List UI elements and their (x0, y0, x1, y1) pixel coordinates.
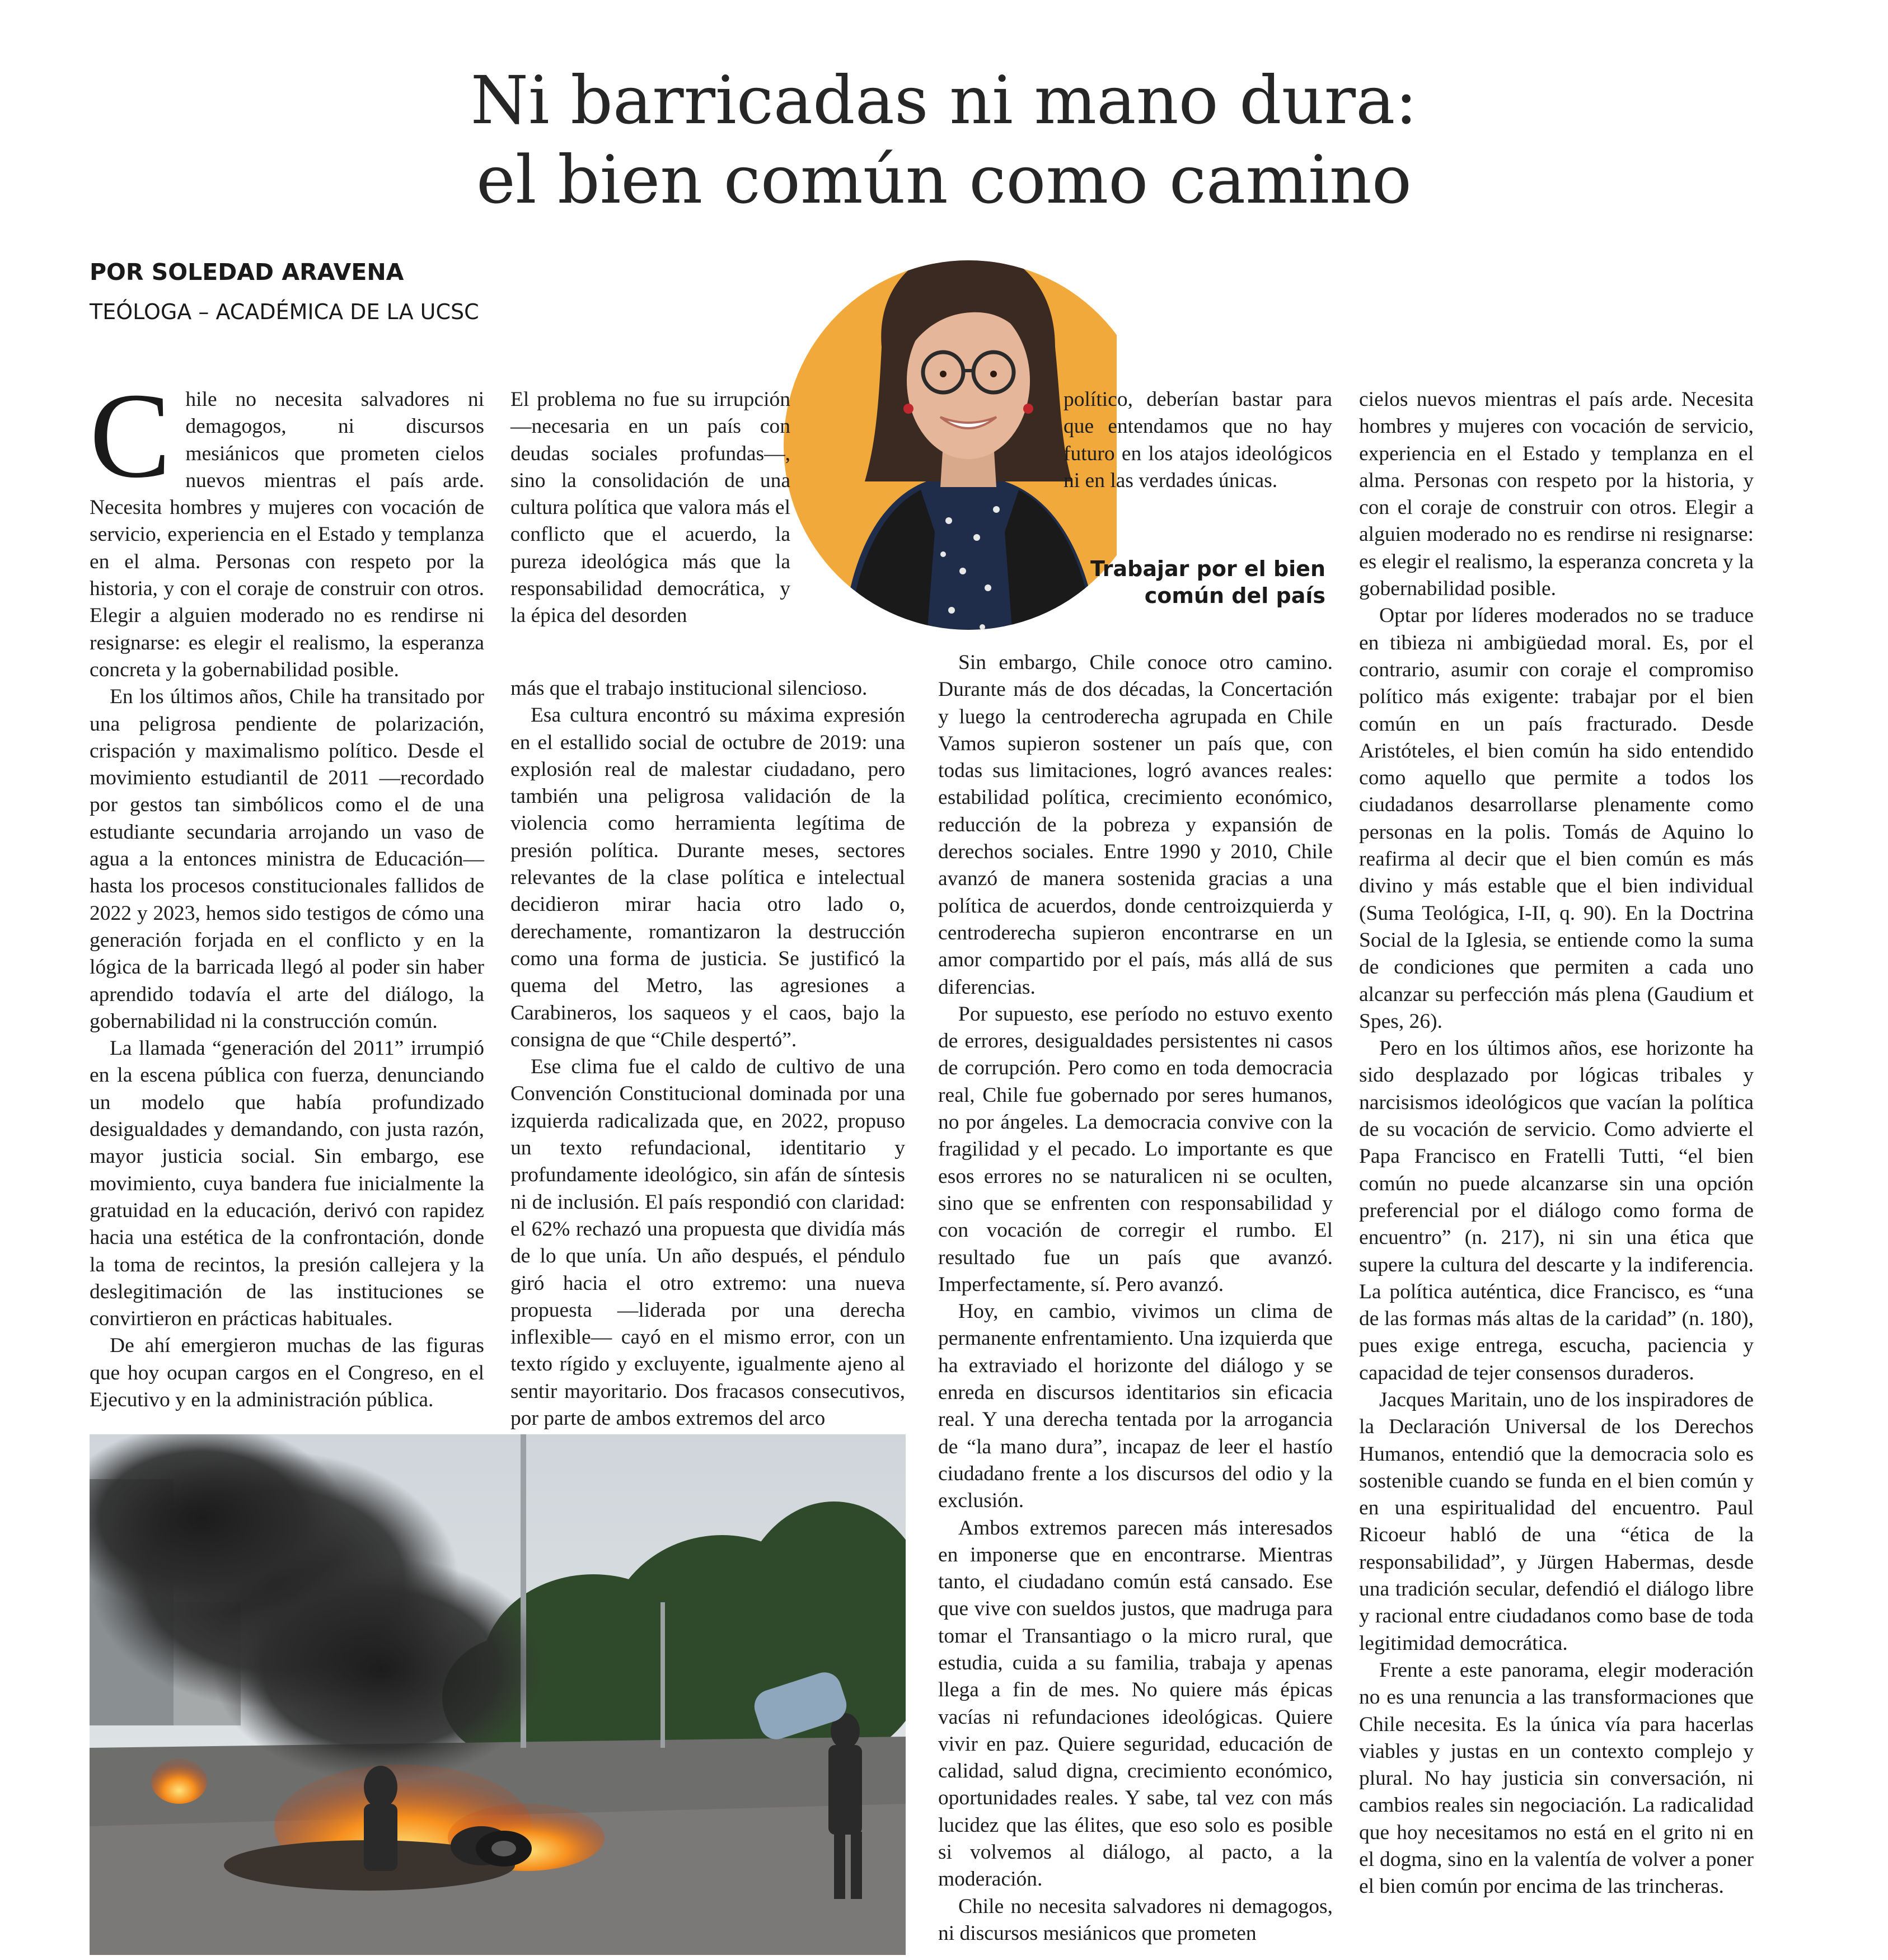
paragraph: Jacques Maritain, uno de los inspiradores de la Declaración Universal de los Derechos Humanos, entendió que la democracia solo es sostenible cuando se funda en el bien común y en una espiritualidad del encuentro. Paul Ricoeur habló de una “ética de la responsabilidad”, y Jürgen Habermas, desde una tradición secular, defendió el diálogo libre y racional entre ciudadanos como base de toda legitimidad democrática. (1359, 1388, 1754, 1655)
paragraph: De ahí emergieron muchas de las figuras que hoy ocupan cargos en el Congreso, en el Ejecutivo y en la administración pública. (90, 1334, 484, 1411)
paragraph: Hoy, en cambio, vivimos un clima de permanente enfrentamiento. Una izquierda que ha extraviado el horizonte del diálogo y se enreda en discursos identitarios sin eficacia real. Y una derecha tentada por la arrogancia de “la mano dura”, incapaz de leer el hastío ciudadano frente a los discursos del odio y la exclusión. (938, 1300, 1333, 1513)
protest-barricade-photo (90, 1434, 906, 1955)
article-column-2-top (510, 386, 790, 630)
author-portrait (742, 241, 1117, 644)
paragraph: Por supuesto, ese período no estuvo exento de errores, desigualdades persistentes ni casos de corrupción. Pero como en toda democracia real, Chile fue gobernado por seres humanos, no por ángeles. La democracia convive con la fragilidad y el pecado. Lo importante es que esos errores no se naturalicen ni se oculten, sino que se enfrenten con responsabilidad y con vocación de corregir el rumbo. El resultado fue un país que avanzó. Imperfectamente, sí. Pero avanzó. (938, 1002, 1333, 1296)
article-column-4 (1359, 386, 1754, 1901)
paragraph: El problema no fue su irrupción —necesaria en un país con deudas sociales profundas—, sino la consolidación de una cultura política que valora más el conflicto que el acuerdo, la pureza ideológica más que la responsabilidad democrática, y la épica del desorden (510, 388, 790, 628)
author-role: TEÓLOGA – ACADÉMICA DE LA UCSC (90, 300, 479, 324)
paragraph: Ambos extremos parecen más interesados en imponerse que en encontrarse. Mientras tanto, el ciudadano común está cansado. Ese que vive con sueldos justos, que madruga para tomar el Transantiago o la micro rural, que estudia, cuida a su familia, trabaja y apenas llega a fin de mes. No quiere más épicas vacías ni refundaciones ideológicas. Quiere vivir en paz. Quiere seguridad, educación de calidad, salud digna, crecimiento económico, oportunidades reales. Y sabe, tal vez con más lucidez que las élites, que eso solo es posible si volvemos al diálogo, al pacto, a la moderación. (938, 1516, 1333, 1891)
title-line-1: Ni barricadas ni mano dura: (470, 62, 1418, 139)
paragraph: Ese clima fue el caldo de cultivo de una Convención Constitucional dominada por una izquierda radicalizada que, en 2022, propuso un texto refundacional, identitario y profundamente ideológico, sin afán de síntesis ni de inclusión. El país respondió con claridad: el 62% rechazó una propuesta que dividía más de lo que unía. Un año después, el péndulo giró hacia el otro extremo: una nueva propuesta —liderada por una derecha inflexible— cayó en el mismo error, con un texto rígido y excluyente, igualmente ajeno al sentir mayoritario. Dos fracasos consecutivos, por parte de ambos extremos del arco (510, 1055, 905, 1430)
pull-quote: Trabajar por el bien común del país (1090, 556, 1325, 608)
article-column-2 (510, 675, 905, 1432)
title-line-2: el bien común como camino (476, 141, 1412, 218)
paragraph: En los últimos años, Chile ha transitado por una peligrosa pendiente de polarización, crispación y maximalismo político. Desde el movimiento estudiantil de 2011 —recordado por gestos tan simbólicos como el de una estudiante secundaria arrojando un vaso de agua a la entonces ministra de Educación— hasta los procesos constitucionales fallidos de 2022 y 2023, hemos sido testigos de cómo una generación forjada en el conflicto y en la lógica de la barricada llegó al poder sin haber aprendido todavía el arte del diálogo, la gobernabilidad ni la construcción común. (90, 685, 484, 1033)
page-title (0, 60, 1888, 219)
article-column-3 (938, 649, 1333, 1947)
paragraph: Pero en los últimos años, ese horizonte ha sido desplazado por lógicas tribales y narcisismos ideológicos que vacían la política de su vocación de servicio. Como advierte el Papa Francisco en Fratelli Tutti, “el bien común no puede alcanzarse sin una opción preferencial por el diálogo como forma de encuentro” (n. 217), ni sin una ética que supere la cultura del descarte y la indiferencia. La política auténtica, dice Francisco, es “una de las formas más altas de la caridad” (n. 180), pues exige entrega, escucha, paciencia y capacidad de tejer consensos duraderos. (1359, 1037, 1754, 1384)
paragraph: político, deberían bastar para que entendamos que no hay futuro en los atajos ideológicos ni en las verdades únicas. (1064, 388, 1332, 492)
drop-cap: C (90, 368, 171, 503)
paragraph: Esa cultura encontró su máxima expresión en el estallido social de octubre de 2019: una explosión real de malestar ciudadano, pero también una peligrosa validación de la violencia como herramienta legítima de presión política. Durante meses, sectores relevantes de la clase política e intelectual decidieron mirar hacia otro lado o, derechamente, romantizaron la destrucción como una forma de justicia. Se justificó la quema del Metro, las agresiones a Carabineros, los saqueos y el caos, bajo la consigna de que “Chile despertó”. (510, 704, 905, 1051)
paragraph: Optar por líderes moderados no se traduce en tibieza ni ambigüedad moral. Es, por el contrario, asumir con coraje el compromiso político más exigente: trabajar por el bien común en un país fracturado. Desde Aristóteles, el bien común ha sido entendido como aquello que permite a todos los ciudadanos desarrollarse plenamente como personas en la polis. Tomás de Aquino lo reafirma al decir que el bien común es más divino y más estable que el bien individual (Suma Teológica, I-II, q. 90). En la Doctrina Social de la Iglesia, se entiende como la suma de condiciones que permiten a cada uno alcanzar su perfección más plena (Gaudium et Spes, 26). (1359, 604, 1754, 1033)
paragraph: Sin embargo, Chile conoce otro camino. Durante más de dos décadas, la Concertación y luego la centroderecha agrupada en Chile Vamos supieron sostener un país que, con todas sus limitaciones, logró avances reales: estabilidad política, crecimiento económico, reducción de la pobreza y expansión de derechos sociales. Entre 1990 y 2010, Chile avanzó de manera sostenida gracias a una política de acuerdos, donde centroizquierda y centroderecha supieron encontrarse en un amor compartido por el país, más allá de sus diferencias. (938, 651, 1333, 999)
paragraph: Frente a este panorama, elegir moderación no es una renuncia a las transformaciones que Chile necesita. Es la única vía para hacerlas viables y justas en un contexto complejo y plural. No hay justicia sin conversación, ni cambios reales sin negociación. La radicalidad que hoy necesitamos no está en el grito ni en el dogma, sino en la valentía de volver a poner el bien común por encima de las trincheras. (1359, 1658, 1754, 1898)
article-column-3-top (1064, 386, 1332, 494)
paragraph: La llamada “generación del 2011” irrumpió en la escena pública con fuerza, denunciando un modelo que había profundizado desigualdades y demandando, con justa razón, mayor justicia social. Sin embargo, ese movimiento, cuya bandera fue inicialmente la gratuidad en la educación, derivó con rapidez hacia una estética de la confrontación, donde la toma de recintos, la presión callejera y la deslegitimación de las instituciones se convirtieron en prácticas habituales. (90, 1037, 484, 1331)
byline: POR SOLEDAD ARAVENA (90, 259, 404, 286)
article-column-1 (90, 368, 484, 1414)
paragraph: hile no necesita salvadores ni demagogos, ni discursos mesiánicos que prometen cielos nuevos mientras el país arde. Necesita hombres y mujeres con vocación de servicio, experiencia en el Estado y templanza en el alma. Personas con respeto por la historia, y con el coraje de construir con otros. Elegir a alguien moderado no es rendirse ni resignarse: es elegir el realismo, la esperanza concreta y la gobernabilidad posible. (90, 388, 484, 681)
paragraph: más que el trabajo institucional silencioso. (510, 677, 868, 700)
paragraph: cielos nuevos mientras el país arde. Necesita hombres y mujeres con vocación de servicio, experiencia en el Estado y templanza en el alma. Personas con respeto por la historia, y con el coraje de construir con otros. Elegir a alguien moderado no es rendirse ni resignarse: es elegir el realismo, la esperanza concreta y la gobernabilidad posible. (1359, 388, 1754, 601)
paragraph: Chile no necesita salvadores ni demagogos, ni discursos mesiánicos que prometen (938, 1894, 1333, 1945)
